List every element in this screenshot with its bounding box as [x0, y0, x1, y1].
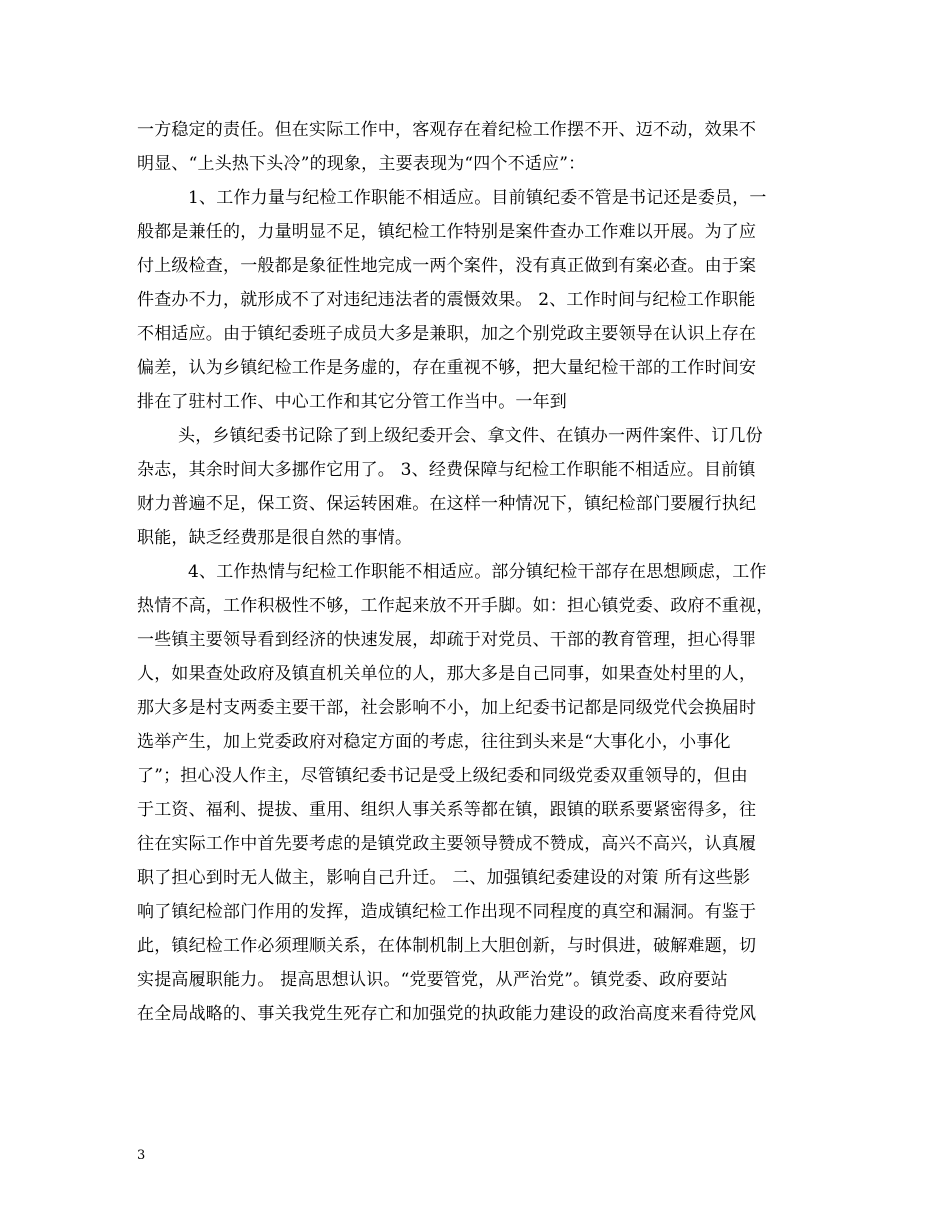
text-line: 往在实际工作中首先要考虑的是镇党政主要领导赞成不赞成，高兴不高兴，认真履	[137, 834, 757, 854]
text-line: 了”；担心没人作主，尽管镇纪委书记是受上级纪委和同级党委双重领导的，但由	[137, 766, 748, 786]
text-line: 人，如果查处政府及镇直机关单位的人，那大多是自己同事，如果查处村里的人，	[137, 664, 757, 684]
text-line: 件查办不力，就形成不了对违纪违法者的震慑效果。 2、工作时间与纪检工作职能	[137, 290, 756, 310]
paragraph-start-line: 头，乡镇纪委书记除了到上级纪委开会、拿文件、在镇办一两件案件、订几份	[178, 426, 763, 446]
paragraph-start-line: 1、工作力量与纪检工作职能不相适应。目前镇纪委不管是书记还是委员，一	[188, 188, 767, 208]
text-line: 职能，缺乏经费那是很自然的事情。	[137, 528, 413, 548]
text-line: 职了担心到时无人做主，影响自己升迁。 二、加强镇纪委建设的对策 所有这些影	[137, 868, 751, 888]
text-line: 此，镇纪检工作必须理顺关系，在体制机制上大胆创新，与时俱进，破解难题，切	[137, 936, 757, 956]
text-line: 杂志，其余时间大多挪作它用了。 3、经费保障与纪检工作职能不相适应。目前镇	[137, 460, 756, 480]
page-number: 3	[137, 1148, 146, 1163]
text-line: 一方稳定的责任。但在实际工作中，客观存在着纪检工作摆不开、迈不动，效果不	[137, 120, 757, 140]
text-line: 在全局战略的、事关我党生死存亡和加强党的执政能力建设的政治高度来看待党风	[137, 1004, 757, 1024]
text-line: 偏差，认为乡镇纪检工作是务虚的，存在重视不够，把大量纪检干部的工作时间安	[137, 358, 757, 378]
text-line: 付上级检查，一般都是象征性地完成一两个案件，没有真正做到有案必查。由于案	[137, 256, 757, 276]
text-line: 那大多是村支两委主要干部，社会影响不小，加上纪委书记都是同级党代会换届时	[137, 698, 757, 718]
text-line: 明显、“上头热下头冷”的现象，主要表现为“四个不适应”：	[137, 154, 586, 174]
paragraph-start-line: 4、工作热情与纪检工作职能不相适应。部分镇纪检干部存在思想顾虑，工作	[188, 562, 767, 582]
text-line: 一些镇主要领导看到经济的快速发展，却疏于对党员、干部的教育管理，担心得罪	[137, 630, 757, 650]
text-line: 实提高履职能力。 提高思想认识。“党要管党，从严治党”。镇党委、政府要站	[137, 970, 728, 990]
text-line: 选举产生，加上党委政府对稳定方面的考虑，往往到头来是“大事化小，小事化	[137, 732, 731, 752]
text-line: 排在了驻村工作、中心工作和其它分管工作当中。一年到	[137, 392, 567, 412]
text-line: 热情不高，工作积极性不够，工作起来放不开手脚。如：担心镇党委、政府不重视，	[137, 596, 774, 616]
text-line: 响了镇纪检部门作用的发挥，造成镇纪检工作出现不同程度的真空和漏洞。有鉴于	[137, 902, 757, 922]
text-line: 不相适应。由于镇纪委班子成员大多是兼职，加之个别党政主要领导在认识上存在	[137, 324, 757, 344]
text-line: 般都是兼任的，力量明显不足，镇纪检工作特别是案件查办工作难以开展。为了应	[137, 222, 757, 242]
text-line: 于工资、福利、提拔、重用、组织人事关系等都在镇，跟镇的联系要紧密得多，往	[137, 800, 757, 820]
text-line: 财力普遍不足，保工资、保运转困难。在这样一种情况下，镇纪检部门要履行执纪	[137, 494, 757, 514]
